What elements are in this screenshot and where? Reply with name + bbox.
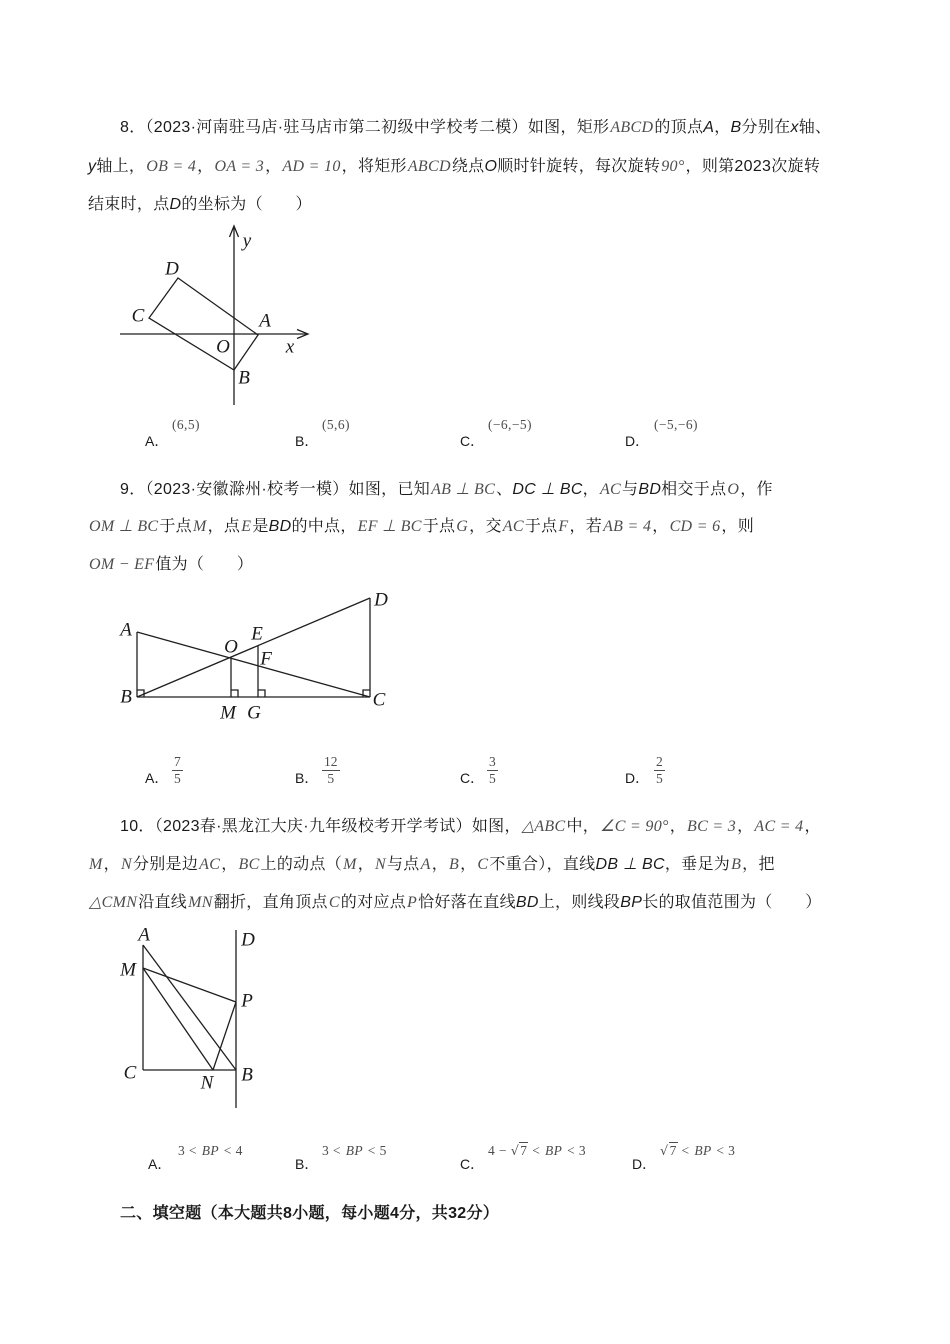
text-run: ，则	[721, 518, 755, 535]
text-run: ，则第2023次旋转	[685, 158, 821, 175]
radical-sign: √	[510, 1144, 520, 1159]
text-run: 8．（2023·河南驻马店·驻马店市第二初级中学校考二模）如图，矩形	[120, 119, 610, 136]
segment-bd	[137, 598, 370, 697]
text-run: 长的取值范围为（ ）	[642, 894, 822, 911]
text-run: ，	[431, 856, 448, 873]
math-expression: OA = 3	[214, 158, 265, 175]
option-d-fraction[interactable]	[654, 755, 665, 786]
math-expression: N	[120, 856, 132, 873]
math-expression: BP	[694, 1143, 712, 1158]
question-8-figure	[110, 222, 320, 412]
option-c-letter[interactable]: C．	[460, 433, 485, 449]
math-expression: C	[477, 856, 489, 873]
text-run: 的对应点	[340, 894, 406, 911]
math-expression: △CMN	[89, 894, 138, 911]
text-run: 于点	[159, 518, 192, 535]
segment-ab	[143, 945, 236, 1070]
label-point-b: B	[120, 686, 132, 708]
section-heading-fill-in-blank: 二、填空题（本大题共8小题，每小题4分，共32分）	[120, 1205, 500, 1222]
math-expression: F	[558, 518, 569, 535]
text-run: 与点	[387, 856, 420, 873]
text-run: 恰好落在直线	[418, 894, 516, 911]
math-expression: OM ⊥ BC	[89, 518, 159, 535]
text-run: 的顶点	[654, 119, 704, 136]
option-a-value[interactable]	[172, 417, 200, 433]
text-run: 中，	[566, 818, 600, 835]
right-angle-mark-g	[258, 690, 265, 697]
text-run: ，作	[740, 481, 773, 498]
math-expression: E	[241, 518, 252, 535]
label-point-a: A	[120, 619, 132, 641]
variable-text: A	[703, 119, 715, 136]
text-run: ，	[460, 856, 477, 873]
math-expression: ABCD	[407, 158, 451, 175]
variable-text: BP	[620, 894, 643, 911]
text-run: 轴上，	[96, 158, 146, 175]
text-run: ，点	[207, 518, 241, 535]
math-expression: BP	[545, 1143, 563, 1158]
fraction-denominator: 5	[656, 771, 663, 786]
text-run: ，	[714, 119, 731, 136]
label-point-n: N	[200, 1072, 214, 1094]
question-10-line-1	[120, 816, 821, 838]
option-d-value[interactable]	[654, 417, 698, 433]
fraction-numerator: 7	[174, 754, 181, 769]
text-run: ，将矩形	[341, 158, 407, 175]
label-point-a: A	[138, 924, 150, 946]
variable-text: BD	[515, 894, 539, 911]
math-number: (5,6)	[322, 417, 350, 432]
math-expression: P	[407, 894, 418, 911]
math-number: < 5	[364, 1143, 387, 1158]
math-expression: M	[89, 856, 103, 873]
text-run: 10．（2023春·黑龙江大庆·九年级校考开学考试）如图，	[120, 818, 521, 835]
label-point-b: B	[238, 367, 250, 389]
label-point-d: D	[374, 589, 388, 611]
text-run: 于点	[524, 518, 558, 535]
math-expression: MN	[188, 894, 213, 911]
label-point-m: M	[220, 702, 236, 724]
question-9-line-3	[88, 554, 253, 576]
label-point-f: F	[260, 648, 272, 670]
option-d-value[interactable]	[660, 1143, 735, 1160]
text-run: ，交	[469, 518, 502, 535]
text-run: 轴、	[798, 119, 832, 136]
question-10-figure	[115, 920, 265, 1115]
math-number: < 4	[220, 1143, 243, 1158]
math-expression: ABCD	[610, 119, 654, 136]
fraction-denominator: 5	[489, 771, 496, 786]
variable-text: B	[730, 119, 742, 136]
math-expression: N	[375, 856, 386, 873]
math-expression: A	[420, 856, 431, 873]
fraction-numerator: 2	[656, 754, 663, 769]
option-a-value[interactable]	[178, 1143, 243, 1159]
fraction-numerator: 3	[489, 754, 496, 769]
option-a-letter[interactable]: A．	[145, 433, 169, 449]
option-c-value[interactable]	[488, 1143, 586, 1160]
text-run: 结束时，点	[88, 196, 170, 213]
label-point-g: G	[247, 702, 261, 724]
math-expression: 90°	[661, 158, 685, 175]
math-number: 3 <	[322, 1143, 345, 1158]
math-expression: AB = 4	[603, 518, 652, 535]
text-run: ，	[103, 856, 120, 873]
option-b-fraction[interactable]	[322, 755, 340, 786]
text-run: 相交于点	[661, 481, 727, 498]
question-8-line-2	[88, 156, 820, 178]
math-number: (−6,−5)	[488, 417, 532, 432]
question-10-line-3	[88, 892, 822, 914]
text-run: 不重合），直线	[489, 856, 596, 873]
text-run: ，	[669, 818, 687, 835]
fraction-denominator: 5	[174, 771, 181, 786]
label-point-d: D	[165, 258, 179, 280]
text-run: ，把	[742, 856, 775, 873]
radicand: 7	[669, 1143, 677, 1158]
text-run: 是	[252, 518, 269, 535]
option-b-letter[interactable]: B．	[295, 1156, 319, 1172]
text-run: 分别在	[741, 119, 791, 136]
question-9-line-1	[120, 479, 773, 501]
text-run: 、	[496, 481, 513, 498]
option-b-value[interactable]	[322, 417, 350, 433]
option-c-fraction[interactable]	[487, 755, 498, 786]
variable-text: BD	[638, 481, 662, 498]
label-point-b: B	[241, 1064, 253, 1086]
text-run: 的中点，	[291, 518, 357, 535]
text-run: ，	[804, 818, 821, 835]
option-d-letter[interactable]: D．	[625, 433, 650, 449]
label-point-c: C	[372, 689, 386, 711]
variable-text: x	[790, 119, 799, 136]
question-8-line-1	[120, 117, 831, 139]
math-expression: C	[328, 894, 340, 911]
text-run: 与	[622, 481, 639, 498]
math-expression: O	[727, 481, 740, 498]
option-c-letter[interactable]: C．	[460, 770, 485, 786]
label-point-c: C	[123, 1062, 137, 1084]
math-number: 3 <	[178, 1143, 201, 1158]
label-point-a: A	[259, 310, 271, 332]
option-a-fraction[interactable]	[172, 755, 183, 786]
text-run: ，	[582, 481, 599, 498]
math-number: (6,5)	[172, 417, 200, 432]
radicand: 7	[520, 1143, 528, 1158]
text-run: ，	[265, 158, 282, 175]
segment-mn	[143, 968, 213, 1070]
question-9-figure	[110, 585, 400, 725]
math-number: 4 −	[488, 1143, 511, 1158]
text-run: ，垂足为	[664, 856, 731, 873]
math-expression: CD = 6	[669, 518, 721, 535]
text-run: ，	[737, 818, 754, 835]
math-expression: EF ⊥ BC	[357, 518, 422, 535]
math-expression: OM − EF	[89, 556, 155, 573]
label-point-m: M	[120, 959, 136, 981]
math-expression: B	[449, 856, 460, 873]
math-number: < 3	[712, 1143, 736, 1158]
math-expression: M	[343, 856, 357, 873]
text-run: 的坐标为（ ）	[181, 196, 312, 213]
label-point-o: O	[224, 636, 238, 658]
option-d-letter[interactable]: D．	[632, 1156, 657, 1172]
label-point-p: P	[241, 990, 253, 1012]
math-expression: AC = 4	[754, 818, 804, 835]
variable-text: DC ⊥ BC	[512, 481, 583, 498]
option-b-value[interactable]	[322, 1143, 387, 1159]
text-run: 翻折，直角顶点	[213, 894, 328, 911]
text-run: ，	[652, 518, 669, 535]
math-expression: G	[456, 518, 469, 535]
label-axis-y: y	[242, 230, 252, 252]
math-expression: AC	[502, 518, 524, 535]
variable-text: O	[484, 158, 498, 175]
radical-sign: √	[660, 1144, 669, 1159]
right-angle-mark-m	[231, 690, 238, 697]
variable-text: D	[169, 196, 182, 213]
option-c-letter[interactable]: C．	[460, 1156, 485, 1172]
option-a-letter[interactable]: A．	[148, 1156, 172, 1172]
text-run: 绕点	[451, 158, 485, 175]
math-expression: OB = 4	[146, 158, 197, 175]
variable-text: BD	[268, 518, 292, 535]
text-run: 顺时针旋转，每次旋转	[497, 158, 661, 175]
math-expression: B	[731, 856, 742, 873]
text-run: 上，则线段	[538, 894, 621, 911]
math-expression: M	[192, 518, 207, 535]
option-b-letter[interactable]: B．	[295, 770, 319, 786]
math-expression: AD = 10	[282, 158, 341, 175]
math-number: (−5,−6)	[654, 417, 698, 432]
math-expression: BP	[345, 1143, 364, 1158]
segment-mp	[143, 968, 236, 1002]
text-run: ，	[221, 856, 238, 873]
variable-text: y	[88, 158, 97, 175]
question-10-line-2	[88, 854, 775, 876]
text-run: ，	[197, 158, 214, 175]
option-d-letter[interactable]: D．	[625, 770, 650, 786]
question-8-line-3	[88, 194, 312, 216]
text-run: 值为（ ）	[155, 556, 254, 573]
question-9-line-2	[88, 516, 754, 538]
option-c-value[interactable]	[488, 417, 532, 433]
fraction-denominator: 5	[327, 771, 335, 786]
text-run: ，若	[569, 518, 603, 535]
math-number: <	[528, 1143, 545, 1158]
rectangle-abcd	[149, 278, 258, 370]
math-expression: AB ⊥ BC	[431, 481, 496, 498]
text-run: 沿直线	[138, 894, 188, 911]
math-expression: BP	[201, 1143, 220, 1158]
math-expression: BC	[238, 856, 260, 873]
option-b-letter[interactable]: B．	[295, 433, 319, 449]
math-expression: AC	[199, 856, 221, 873]
label-point-d: D	[241, 929, 255, 951]
math-number: < 3	[563, 1143, 587, 1158]
math-expression: ∠C = 90°	[600, 818, 669, 835]
fraction-numerator: 12	[324, 754, 338, 769]
text-run: 于点	[422, 518, 456, 535]
segment-pn	[213, 1002, 236, 1070]
option-a-letter[interactable]: A．	[145, 770, 169, 786]
text-run: 分别是边	[132, 856, 199, 873]
math-number: <	[677, 1143, 694, 1158]
label-origin: O	[216, 336, 230, 358]
math-expression: △ABC	[521, 818, 566, 835]
math-expression: AC	[599, 481, 622, 498]
label-point-e: E	[251, 623, 263, 645]
text-run: ，	[357, 856, 375, 873]
label-axis-x: x	[285, 336, 295, 358]
text-run: 上的动点（	[260, 856, 343, 873]
label-point-c: C	[131, 305, 145, 327]
math-expression: BC = 3	[687, 818, 737, 835]
text-run: 9．（2023·安徽滁州·校考一模）如图，已知	[120, 481, 431, 498]
variable-text: DB ⊥ BC	[595, 856, 665, 873]
